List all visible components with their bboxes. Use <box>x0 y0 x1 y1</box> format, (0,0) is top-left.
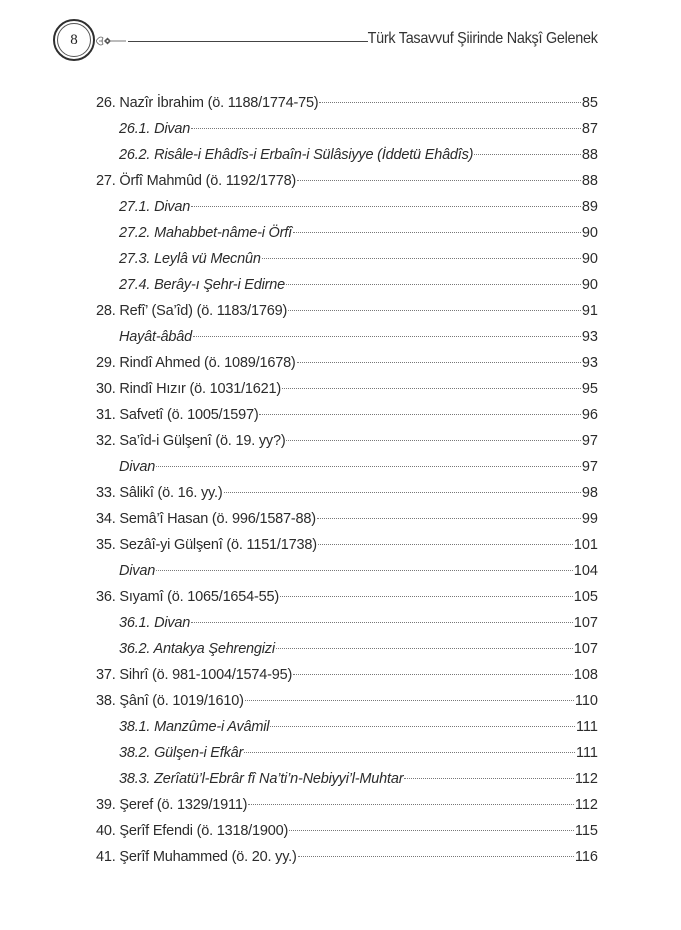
toc-entry[interactable] <box>96 506 598 532</box>
toc-page-number: 105 <box>573 589 598 605</box>
toc-entry-title: Divan <box>119 563 156 579</box>
toc-entry-title: 31. Safvetî (ö. 1005/1597) <box>96 407 259 423</box>
toc-subentry[interactable] <box>96 246 598 272</box>
toc-entry-title: 38.1. Manzûme-i Avâmil <box>119 719 270 735</box>
dot-leader <box>317 518 581 519</box>
toc-entry-title: 27.2. Mahabbet-nâme-i Örfî <box>119 225 292 241</box>
toc-entry-title: 39. Şeref (ö. 1329/1911) <box>96 797 248 813</box>
dot-leader <box>191 128 581 129</box>
toc-page-number: 90 <box>581 225 598 241</box>
page-header <box>0 0 681 80</box>
toc-entry[interactable] <box>96 844 598 870</box>
toc-page-number: 87 <box>581 121 598 137</box>
toc-entry-title: 27.1. Divan <box>119 199 191 215</box>
toc-page-number: 85 <box>581 95 598 111</box>
toc-subentry[interactable] <box>96 142 598 168</box>
toc-page-number: 90 <box>581 251 598 267</box>
dot-leader <box>474 154 581 155</box>
toc-entry-title: 26.1. Divan <box>119 121 191 137</box>
dot-leader <box>156 466 581 467</box>
toc-subentry[interactable] <box>96 740 598 766</box>
toc-subentry[interactable] <box>96 766 598 792</box>
toc-page-number: 112 <box>574 797 598 813</box>
toc-page-number: 110 <box>574 693 598 709</box>
dot-leader <box>193 336 581 337</box>
toc-page-number: 93 <box>581 355 598 371</box>
dot-leader <box>282 388 581 389</box>
toc-subentry[interactable] <box>96 558 598 584</box>
toc-page-number: 99 <box>581 511 598 527</box>
toc-entry-title: 37. Sihrî (ö. 981-1004/1574-95) <box>96 667 293 683</box>
toc-subentry[interactable] <box>96 194 598 220</box>
toc-entry-title: 27.3. Leylâ vü Mecnûn <box>119 251 261 267</box>
toc-page-number: 91 <box>581 303 598 319</box>
dot-leader <box>293 232 581 233</box>
dot-leader <box>318 544 573 545</box>
toc-subentry[interactable] <box>96 272 598 298</box>
toc-entry-title: 38.2. Gülşen-i Efkâr <box>119 745 244 761</box>
dot-leader <box>270 726 575 727</box>
toc-entry-title: 27. Örfî Mahmûd (ö. 1192/1778) <box>96 173 297 189</box>
toc-entry[interactable] <box>96 818 598 844</box>
toc-subentry[interactable] <box>96 714 598 740</box>
toc-page-number: 89 <box>581 199 598 215</box>
toc-entry[interactable] <box>96 402 598 428</box>
toc-entry[interactable] <box>96 90 598 116</box>
toc-entry-title: 28. Refî’ (Sa’îd) (ö. 1183/1769) <box>96 303 288 319</box>
toc-subentry[interactable] <box>96 220 598 246</box>
dot-leader <box>289 830 574 831</box>
toc-entry[interactable] <box>96 350 598 376</box>
toc-page-number: 108 <box>573 667 598 683</box>
dot-leader <box>319 102 580 103</box>
floral-ornament-icon <box>96 34 126 48</box>
toc-entry-title: Hayât-âbâd <box>119 329 192 345</box>
toc-page-number: 95 <box>581 381 598 397</box>
toc-entry-title: 26. Nazîr İbrahim (ö. 1188/1774-75) <box>96 95 319 111</box>
dot-leader <box>262 258 581 259</box>
toc-page-number: 115 <box>574 823 598 839</box>
table-of-contents <box>96 90 598 870</box>
toc-entry-title: 27.4. Berây-ı Şehr-i Edirne <box>119 277 286 293</box>
toc-entry-title: 38.3. Zerîatü’l-Ebrâr fî Na’ti’n-Nebiyyi’l-Muhtar <box>119 771 404 787</box>
toc-subentry[interactable] <box>96 636 598 662</box>
dot-leader <box>297 362 581 363</box>
dot-leader <box>286 440 580 441</box>
dot-leader <box>404 778 574 779</box>
toc-entry[interactable] <box>96 662 598 688</box>
toc-page-number: 88 <box>581 173 598 189</box>
toc-entry[interactable] <box>96 584 598 610</box>
toc-page-number: 116 <box>574 849 598 865</box>
toc-entry[interactable] <box>96 792 598 818</box>
toc-page-number: 96 <box>581 407 598 423</box>
dot-leader <box>248 804 574 805</box>
dot-leader <box>298 856 574 857</box>
toc-subentry[interactable] <box>96 610 598 636</box>
toc-subentry[interactable] <box>96 324 598 350</box>
dot-leader <box>191 622 573 623</box>
toc-page-number: 88 <box>581 147 598 163</box>
toc-entry-title: 41. Şerîf Muhammed (ö. 20. yy.) <box>96 849 297 865</box>
toc-entry-title: 38. Şânî (ö. 1019/1610) <box>96 693 244 709</box>
dot-leader <box>280 596 573 597</box>
dot-leader <box>224 492 581 493</box>
toc-entry-title: 36.2. Antakya Şehrengizi <box>119 641 275 657</box>
toc-page-number: 93 <box>581 329 598 345</box>
toc-entry[interactable] <box>96 480 598 506</box>
toc-page-number: 104 <box>573 563 598 579</box>
toc-page-number: 97 <box>581 459 598 475</box>
toc-entry-title: 33. Sâlikî (ö. 16. yy.) <box>96 485 223 501</box>
toc-entry[interactable] <box>96 168 598 194</box>
toc-page-number: 107 <box>573 615 598 631</box>
toc-entry[interactable] <box>96 428 598 454</box>
dot-leader <box>259 414 580 415</box>
toc-entry[interactable] <box>96 532 598 558</box>
toc-entry-title: 30. Rindî Hızır (ö. 1031/1621) <box>96 381 282 397</box>
toc-page-number: 90 <box>581 277 598 293</box>
toc-page-number: 97 <box>581 433 598 449</box>
page-number-badge <box>53 19 95 61</box>
dot-leader <box>191 206 581 207</box>
toc-entry-title: 36. Sıyamî (ö. 1065/1654-55) <box>96 589 280 605</box>
toc-page-number: 111 <box>575 719 598 735</box>
toc-entry-title: 34. Semâ’î Hasan (ö. 996/1587-88) <box>96 511 316 527</box>
dot-leader <box>156 570 573 571</box>
toc-entry-title: 32. Sa’îd-i Gülşenî (ö. 19. yy?) <box>96 433 286 449</box>
toc-entry-title: 36.1. Divan <box>119 615 191 631</box>
toc-subentry[interactable] <box>96 116 598 142</box>
toc-page-number: 98 <box>581 485 598 501</box>
toc-entry[interactable] <box>96 688 598 714</box>
toc-entry-title: 29. Rindî Ahmed (ö. 1089/1678) <box>96 355 296 371</box>
toc-entry-title: 35. Sezâî-yi Gülşenî (ö. 1151/1738) <box>96 537 317 553</box>
toc-entry-title: 26.2. Risâle-i Ehâdîs-i Erbaîn-i Sülâsiyye (İddetü Ehâdîs) <box>119 147 474 163</box>
toc-page-number: 101 <box>573 537 598 553</box>
header-rule <box>128 41 368 42</box>
toc-page-number: 107 <box>573 641 598 657</box>
running-title: Türk Tasavvuf Şiirinde Nakşî Gelenek <box>367 30 598 47</box>
dot-leader <box>288 310 581 311</box>
toc-entry[interactable] <box>96 298 598 324</box>
toc-page-number: 112 <box>574 771 598 787</box>
dot-leader <box>276 648 573 649</box>
toc-entry-title: 40. Şerîf Efendi (ö. 1318/1900) <box>96 823 289 839</box>
toc-subentry[interactable] <box>96 454 598 480</box>
dot-leader <box>244 752 575 753</box>
dot-leader <box>293 674 573 675</box>
page-number: 8 <box>70 31 78 48</box>
toc-entry-title: Divan <box>119 459 156 475</box>
toc-entry[interactable] <box>96 376 598 402</box>
dot-leader <box>245 700 574 701</box>
dot-leader <box>297 180 581 181</box>
dot-leader <box>286 284 581 285</box>
toc-page-number: 111 <box>575 745 598 761</box>
